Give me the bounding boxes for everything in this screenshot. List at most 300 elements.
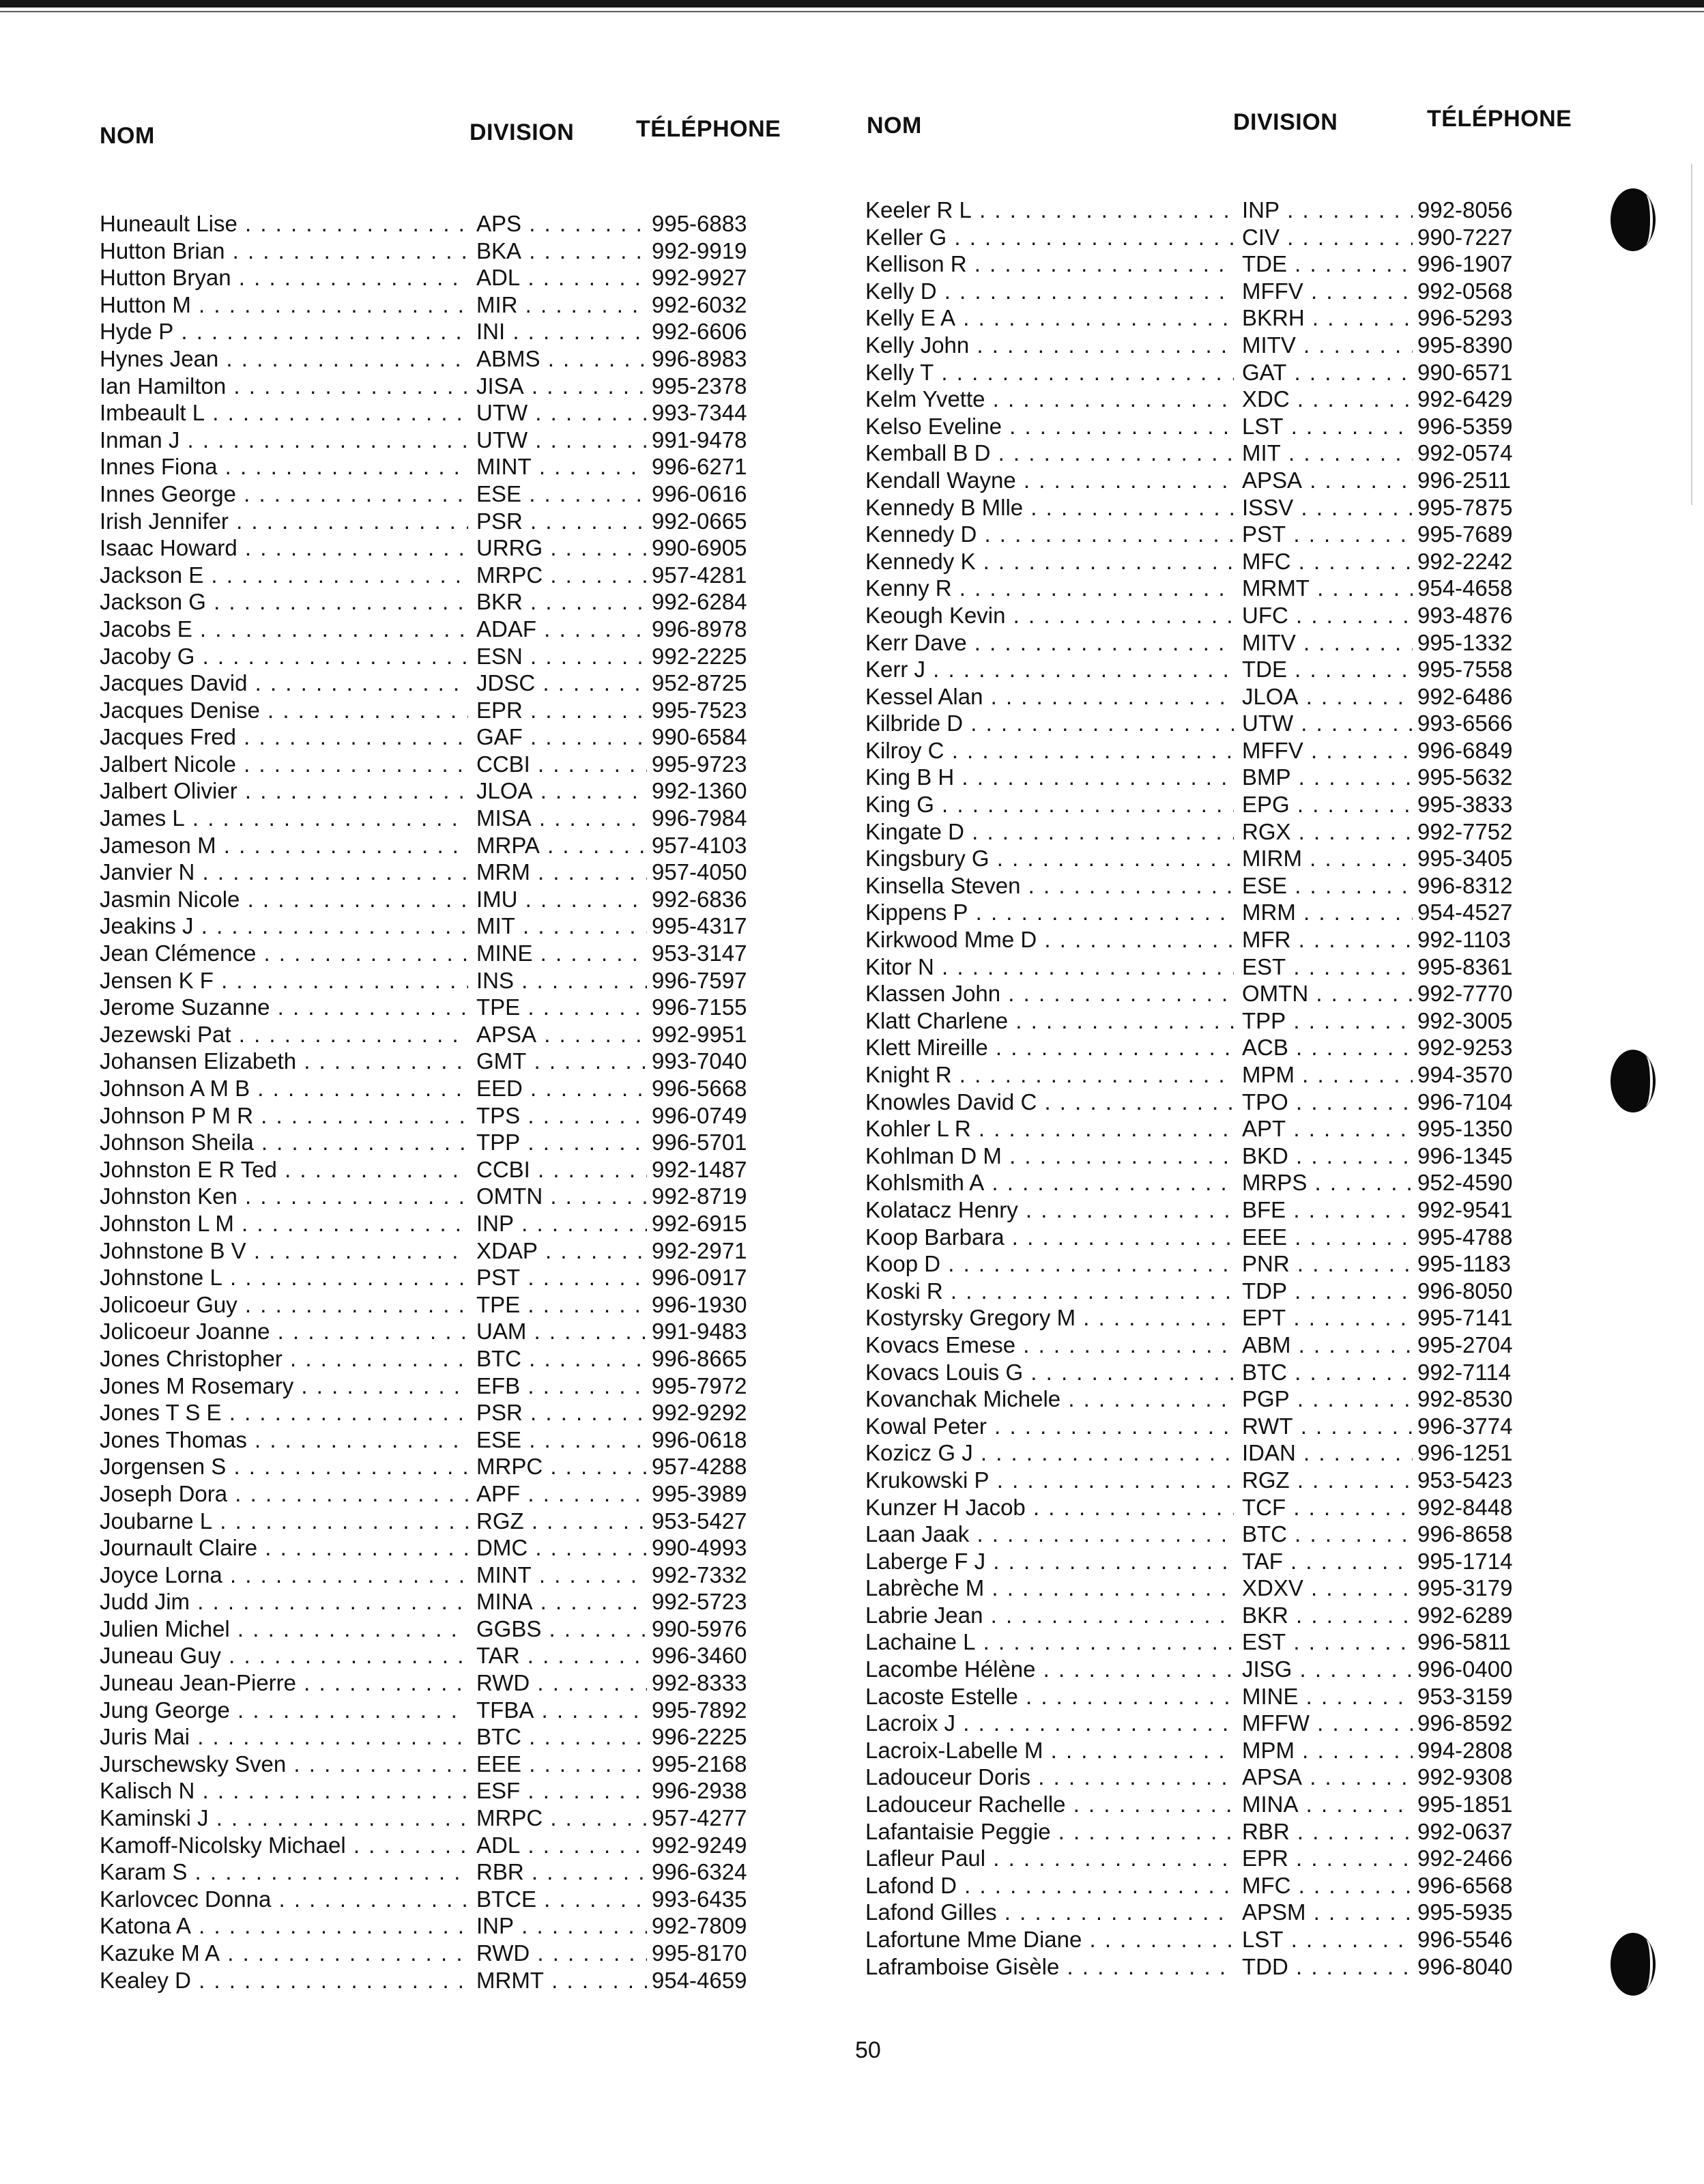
entry-phone: 992-0665 — [648, 508, 761, 535]
directory-entry — [865, 1143, 1609, 1170]
entry-division: OMTN . . . — [476, 1183, 647, 1210]
entry-name: Kennedy D . . . — [865, 521, 1234, 548]
entry-name: Laframboise Gisèle . . . — [865, 1953, 1234, 1981]
entry-phone: 992-6284 — [648, 588, 761, 616]
entry-phone: 992-5723 — [648, 1588, 761, 1615]
entry-division: MFFW . . . — [1242, 1710, 1413, 1737]
directory-entry — [100, 751, 843, 778]
directory-entry — [100, 616, 843, 643]
entry-division: TDP . . . — [1242, 1278, 1413, 1305]
entry-division: MPM . . . — [1242, 1061, 1413, 1089]
header-division: DIVISION — [470, 119, 575, 145]
entry-name: Hyde P . . . — [100, 318, 468, 345]
entry-division: XDC . . . — [1242, 386, 1413, 413]
directory-entry — [865, 494, 1609, 521]
directory-entry — [865, 1250, 1609, 1278]
entry-name: Kenny R . . . — [865, 575, 1234, 602]
entry-name: Kovacs Louis G . . . — [865, 1359, 1234, 1386]
entry-name: Lafond Gilles . . . — [865, 1899, 1234, 1926]
entry-name: Jezewski Pat . . . — [100, 1021, 468, 1048]
entry-phone: 996-2511 — [1413, 467, 1527, 494]
entry-name: Lafortune Mme Diane . . . — [865, 1926, 1234, 1953]
entry-division: ESE . . . — [476, 1426, 647, 1454]
entry-division: MIT . . . — [476, 913, 647, 940]
entry-phone: 954-4659 — [648, 1967, 761, 1994]
entry-phone: 996-1907 — [1413, 250, 1527, 278]
header-division: DIVISION — [1233, 109, 1338, 135]
entry-phone: 990-6584 — [648, 723, 761, 751]
entry-division: ABMS . . . — [476, 345, 647, 373]
directory-entry — [100, 1615, 843, 1643]
directory-entry — [100, 1210, 843, 1237]
entry-name: Imbeault L . . . — [100, 399, 468, 427]
entry-phone: 957-4281 — [648, 562, 761, 589]
directory-entry — [100, 832, 843, 859]
entry-name: Johnstone L . . . — [100, 1264, 468, 1291]
entry-name: Kippens P . . . — [865, 899, 1234, 926]
directory-entry — [100, 1912, 843, 1940]
directory-entry — [865, 1683, 1609, 1710]
entry-division: BMP . . . — [1242, 764, 1413, 791]
entry-phone: 996-5359 — [1413, 413, 1527, 440]
entry-phone: 996-8312 — [1413, 872, 1527, 900]
entry-division: IDAN . . . — [1242, 1439, 1413, 1467]
entry-division: MINE . . . — [1242, 1683, 1413, 1710]
directory-entry — [865, 737, 1609, 764]
entry-phone: 992-9919 — [648, 238, 761, 265]
entry-phone: 996-5811 — [1413, 1628, 1527, 1656]
entry-division: EEE . . . — [1242, 1224, 1413, 1251]
entry-name: Lacombe Hélène . . . — [865, 1656, 1234, 1683]
header-telephone: TÉLÉPHONE — [1427, 106, 1572, 132]
directory-entry — [100, 264, 843, 291]
entry-name: Juris Mai . . . — [100, 1723, 468, 1751]
entry-phone: 992-8530 — [1413, 1385, 1527, 1413]
directory-entry — [865, 1656, 1609, 1683]
entry-division: BKA . . . — [476, 238, 647, 265]
entry-phone: 990-7227 — [1413, 224, 1527, 251]
entry-name: Ian Hamilton . . . — [100, 373, 468, 400]
directory-entry — [100, 588, 843, 616]
directory-entry — [100, 318, 843, 345]
entry-name: Ladouceur Doris . . . — [865, 1764, 1234, 1791]
entry-division: BTC . . . — [1242, 1521, 1413, 1548]
entry-name: Johnston Ken . . . — [100, 1183, 468, 1210]
entry-phone: 994-2808 — [1413, 1737, 1527, 1764]
entry-division: CCBI . . . — [476, 751, 647, 778]
directory-entry — [100, 670, 843, 697]
entry-phone: 995-3405 — [1413, 845, 1527, 872]
entry-name: Labrie Jean . . . — [865, 1602, 1234, 1629]
entry-phone: 990-6905 — [648, 534, 761, 562]
right-entries-list — [865, 197, 1609, 1980]
entry-phone: 992-6836 — [648, 886, 761, 913]
directory-entry — [865, 1899, 1609, 1926]
entry-phone: 992-6032 — [648, 291, 761, 319]
directory-entry — [100, 1318, 843, 1345]
entry-name: Journault Claire . . . — [100, 1534, 468, 1562]
entry-name: King G . . . — [865, 791, 1234, 818]
entry-name: Jurschewsky Sven . . . — [100, 1751, 468, 1778]
directory-entry — [100, 1508, 843, 1535]
entry-phone: 995-3179 — [1413, 1575, 1527, 1602]
directory-entry — [100, 534, 843, 562]
entry-name: Kirkwood Mme D . . . — [865, 926, 1234, 953]
entry-phone: 996-2225 — [648, 1723, 761, 1751]
entry-phone: 996-8050 — [1413, 1278, 1527, 1305]
entry-division: ISSV . . . — [1242, 494, 1413, 521]
directory-entry — [865, 413, 1609, 440]
entry-phone: 990-4993 — [648, 1534, 761, 1562]
entry-phone: 990-6571 — [1413, 359, 1527, 386]
entry-division: IMU . . . — [476, 886, 647, 913]
left-directory-column — [96, 0, 853, 2048]
directory-entry — [865, 629, 1609, 657]
directory-entry — [100, 1426, 843, 1454]
entry-division: APSM . . . — [1242, 1899, 1413, 1926]
entry-phone: 992-9308 — [1413, 1764, 1527, 1791]
directory-entry — [865, 440, 1609, 467]
entry-division: RBR . . . — [1242, 1818, 1413, 1845]
directory-entry — [865, 1089, 1609, 1116]
entry-division: MRPS . . . — [1242, 1169, 1413, 1196]
entry-name: Kowal Peter . . . — [865, 1413, 1234, 1440]
directory-entry — [865, 1602, 1609, 1629]
entry-phone: 953-5423 — [1413, 1467, 1527, 1494]
entry-name: Innes George . . . — [100, 480, 468, 508]
directory-entry — [100, 913, 843, 940]
entry-name: Kolatacz Henry . . . — [865, 1196, 1234, 1224]
entry-division: RBR . . . — [476, 1858, 647, 1886]
entry-name: Joseph Dora . . . — [100, 1480, 468, 1508]
entry-division: GAT . . . — [1242, 359, 1413, 386]
entry-name: Jackson G . . . — [100, 588, 468, 616]
entry-division: JISG . . . — [1242, 1656, 1413, 1683]
entry-division: GGBS . . . — [476, 1615, 647, 1643]
entry-name: Katona A . . . — [100, 1912, 468, 1940]
entry-division: GMT . . . — [476, 1048, 647, 1075]
directory-entry — [100, 1264, 843, 1291]
entry-phone: 993-7344 — [648, 399, 761, 427]
directory-entry — [100, 427, 843, 454]
directory-entry — [865, 1304, 1609, 1332]
directory-entry — [100, 1858, 843, 1886]
entry-phone: 992-6915 — [648, 1210, 761, 1237]
entry-name: Jean Clémence . . . — [100, 940, 468, 967]
entry-division: JLOA . . . — [1242, 683, 1413, 710]
entry-name: Labrèche M . . . — [865, 1575, 1234, 1602]
directory-entry — [100, 643, 843, 670]
entry-division: CCBI . . . — [476, 1156, 647, 1183]
entry-name: Kitor N . . . — [865, 953, 1234, 981]
directory-entry — [100, 1697, 843, 1724]
directory-entry — [100, 1588, 843, 1615]
entry-phone: 992-8448 — [1413, 1494, 1527, 1521]
entry-phone: 992-6289 — [1413, 1602, 1527, 1629]
directory-entry — [865, 953, 1609, 981]
entry-name: Lacroix J . . . — [865, 1710, 1234, 1737]
entry-name: Knight R . . . — [865, 1061, 1234, 1089]
entry-name: Jacoby G . . . — [100, 643, 468, 670]
entry-phone: 995-2168 — [648, 1751, 761, 1778]
entry-name: Klatt Charlene . . . — [865, 1007, 1234, 1035]
entry-division: MFFV . . . — [1242, 737, 1413, 764]
entry-division: APSA . . . — [1242, 1764, 1413, 1791]
directory-entry — [100, 1669, 843, 1697]
entry-division: APT . . . — [1242, 1115, 1413, 1143]
entry-name: Kalisch N . . . — [100, 1777, 468, 1805]
entry-division: TDD . . . — [1242, 1953, 1413, 1981]
directory-entry — [100, 1480, 843, 1508]
entry-division: RGX . . . — [1242, 818, 1413, 846]
entry-name: Kelly John . . . — [865, 332, 1234, 359]
entry-phone: 992-2242 — [1413, 548, 1527, 575]
entry-name: Kostyrsky Gregory M . . . — [865, 1304, 1234, 1332]
directory-entry — [100, 291, 843, 319]
directory-entry — [865, 710, 1609, 737]
entry-phone: 996-0618 — [648, 1426, 761, 1454]
entry-phone: 992-9927 — [648, 264, 761, 291]
entry-division: RGZ . . . — [476, 1508, 647, 1535]
entry-division: INP . . . — [1242, 197, 1413, 224]
entry-name: Johnstone B V . . . — [100, 1237, 468, 1265]
entry-division: EPR . . . — [1242, 1845, 1413, 1872]
directory-entry — [100, 1399, 843, 1426]
entry-phone: 995-7689 — [1413, 521, 1527, 548]
directory-entry — [865, 1007, 1609, 1035]
entry-phone: 995-3989 — [648, 1480, 761, 1508]
directory-entry — [865, 1439, 1609, 1467]
entry-phone: 995-3833 — [1413, 791, 1527, 818]
directory-entry — [100, 723, 843, 751]
entry-division: TPE . . . — [476, 1291, 647, 1319]
entry-phone: 954-4527 — [1413, 899, 1527, 926]
entry-name: Kemball B D . . . — [865, 440, 1234, 467]
entry-name: Johnson Sheila . . . — [100, 1129, 468, 1156]
entry-phone: 993-6566 — [1413, 710, 1527, 737]
entry-name: Klett Mireille . . . — [865, 1034, 1234, 1061]
entry-phone: 995-7523 — [648, 697, 761, 724]
directory-entry — [100, 697, 843, 724]
directory-entry — [100, 777, 843, 805]
entry-division: MINT . . . — [476, 453, 647, 480]
entry-division: MISA . . . — [476, 805, 647, 832]
directory-entry — [100, 1886, 843, 1913]
entry-phone: 996-0400 — [1413, 1656, 1527, 1683]
entry-division: MPM . . . — [1242, 1737, 1413, 1764]
directory-entry — [865, 575, 1609, 602]
entry-phone: 996-5546 — [1413, 1926, 1527, 1953]
directory-entry — [865, 926, 1609, 953]
entry-phone: 954-4658 — [1413, 575, 1527, 602]
entry-name: Kellison R . . . — [865, 250, 1234, 278]
entry-division: MFFV . . . — [1242, 278, 1413, 305]
entry-division: PST . . . — [1242, 521, 1413, 548]
entry-phone: 992-2225 — [648, 643, 761, 670]
entry-division: CIV . . . — [1242, 224, 1413, 251]
entry-division: TCF . . . — [1242, 1494, 1413, 1521]
entry-phone: 996-8658 — [1413, 1521, 1527, 1548]
entry-phone: 957-4050 — [648, 859, 761, 886]
entry-phone: 992-7332 — [648, 1562, 761, 1589]
directory-entry — [100, 886, 843, 913]
directory-entry — [100, 1832, 843, 1859]
entry-phone: 993-4876 — [1413, 602, 1527, 629]
entry-name: Huneault Lise . . . — [100, 210, 468, 238]
entry-name: Lafond D . . . — [865, 1872, 1234, 1899]
directory-entry — [865, 1494, 1609, 1521]
entry-phone: 995-5632 — [1413, 764, 1527, 791]
entry-division: UTW . . . — [1242, 710, 1413, 737]
entry-phone: 992-0568 — [1413, 278, 1527, 305]
entry-division: MITV . . . — [1242, 629, 1413, 657]
entry-name: Joubarne L . . . — [100, 1508, 468, 1535]
entry-division: MFC . . . — [1242, 548, 1413, 575]
directory-entry — [100, 238, 843, 265]
entry-name: Kingate D . . . — [865, 818, 1234, 846]
entry-phone: 992-9951 — [648, 1021, 761, 1048]
entry-name: Kovacs Emese . . . — [865, 1332, 1234, 1359]
entry-phone: 995-1350 — [1413, 1115, 1527, 1143]
entry-name: Jalbert Nicole . . . — [100, 751, 468, 778]
entry-phone: 996-7155 — [648, 994, 761, 1021]
directory-entry — [100, 1562, 843, 1589]
entry-division: RGZ . . . — [1242, 1467, 1413, 1494]
entry-division: OMTN . . . — [1242, 980, 1413, 1007]
entry-division: JISA . . . — [476, 373, 647, 400]
entry-phone: 995-6883 — [648, 210, 761, 238]
directory-entry — [865, 1061, 1609, 1089]
entry-division: ACB . . . — [1242, 1034, 1413, 1061]
entry-name: Kamoff-Nicolsky Michael . . . — [100, 1832, 468, 1859]
entry-name: Kohlsmith A . . . — [865, 1169, 1234, 1196]
entry-phone: 996-6849 — [1413, 737, 1527, 764]
entry-phone: 996-0917 — [648, 1264, 761, 1291]
directory-entry — [865, 683, 1609, 710]
directory-entry — [100, 1723, 843, 1751]
entry-phone: 996-1345 — [1413, 1143, 1527, 1170]
entry-name: Irish Jennifer . . . — [100, 508, 468, 535]
entry-phone: 995-7141 — [1413, 1304, 1527, 1332]
entry-division: TPP . . . — [1242, 1007, 1413, 1035]
entry-phone: 996-7597 — [648, 967, 761, 994]
entry-name: Knowles David C . . . — [865, 1089, 1234, 1116]
entry-name: Inman J . . . — [100, 427, 468, 454]
entry-division: BTC . . . — [1242, 1359, 1413, 1386]
entry-phone: 992-0637 — [1413, 1818, 1527, 1845]
entry-name: Jameson M . . . — [100, 832, 468, 859]
entry-name: Koski R . . . — [865, 1278, 1234, 1305]
entry-division: JLOA . . . — [476, 777, 647, 805]
entry-division: EST . . . — [1242, 1628, 1413, 1656]
right-directory-column — [861, 0, 1619, 2048]
entry-name: Jorgensen S . . . — [100, 1453, 468, 1480]
directory-entry — [865, 1764, 1609, 1791]
entry-name: Kelm Yvette . . . — [865, 386, 1234, 413]
entry-division: TPO . . . — [1242, 1089, 1413, 1116]
directory-entry — [865, 332, 1609, 359]
directory-entry — [100, 399, 843, 427]
entry-division: MRPC . . . — [476, 562, 647, 589]
directory-entry — [100, 1048, 843, 1075]
entry-division: BTC . . . — [476, 1345, 647, 1373]
entry-division: INP . . . — [476, 1912, 647, 1940]
directory-entry — [865, 764, 1609, 791]
entry-name: Joyce Lorna . . . — [100, 1562, 468, 1589]
entry-division: ADAF . . . — [476, 616, 647, 643]
entry-name: Janvier N . . . — [100, 859, 468, 886]
binder-hole-icon — [1611, 1933, 1656, 1996]
directory-entry — [865, 1791, 1609, 1818]
entry-division: ADL . . . — [476, 264, 647, 291]
entry-phone: 995-7892 — [648, 1697, 761, 1724]
entry-phone: 992-9541 — [1413, 1196, 1527, 1224]
entry-division: MFR . . . — [1242, 926, 1413, 953]
directory-entry — [865, 818, 1609, 846]
entry-division: LST . . . — [1242, 1926, 1413, 1953]
header-name: NOM — [100, 123, 155, 149]
entry-phone: 996-6271 — [648, 453, 761, 480]
directory-entry — [865, 1953, 1609, 1981]
entry-division: PSR . . . — [476, 1399, 647, 1426]
entry-division: MRMT . . . — [1242, 575, 1413, 602]
entry-phone: 992-7770 — [1413, 980, 1527, 1007]
entry-division: TDE . . . — [1242, 250, 1413, 278]
directory-entry — [100, 940, 843, 967]
directory-entry — [100, 1373, 843, 1400]
entry-name: Keough Kevin . . . — [865, 602, 1234, 629]
entry-name: Lachaine L . . . — [865, 1628, 1234, 1656]
entry-division: ESF . . . — [476, 1777, 647, 1805]
directory-entry — [100, 1183, 843, 1210]
entry-division: BFE . . . — [1242, 1196, 1413, 1224]
directory-entry — [100, 1291, 843, 1319]
entry-phone: 991-9478 — [648, 427, 761, 454]
directory-entry — [865, 1467, 1609, 1494]
entry-division: MIRM . . . — [1242, 845, 1413, 872]
entry-phone: 992-1487 — [648, 1156, 761, 1183]
entry-phone: 957-4288 — [648, 1453, 761, 1480]
header-name: NOM — [867, 113, 922, 139]
directory-entry — [865, 872, 1609, 900]
directory-entry — [865, 1413, 1609, 1440]
entry-division: MRMT . . . — [476, 1967, 647, 1994]
directory-entry — [100, 480, 843, 508]
entry-division: MFC . . . — [1242, 1872, 1413, 1899]
entry-name: Kozicz G J . . . — [865, 1439, 1234, 1467]
directory-entry — [865, 1224, 1609, 1251]
entry-division: UTW . . . — [476, 399, 647, 427]
entry-division: BTC . . . — [476, 1723, 647, 1751]
entry-name: Lacoste Estelle . . . — [865, 1683, 1234, 1710]
entry-phone: 953-3147 — [648, 940, 761, 967]
entry-phone: 996-2938 — [648, 1777, 761, 1805]
entry-phone: 992-9249 — [648, 1832, 761, 1859]
entry-division: PST . . . — [476, 1264, 647, 1291]
directory-entry — [100, 967, 843, 994]
entry-division: ESE . . . — [476, 480, 647, 508]
entry-name: Jacques David . . . — [100, 670, 468, 697]
entry-phone: 992-6429 — [1413, 386, 1527, 413]
directory-entry — [100, 1345, 843, 1373]
directory-entry — [100, 1805, 843, 1832]
directory-entry — [100, 1534, 843, 1562]
directory-entry — [100, 210, 843, 238]
entry-phone: 996-5293 — [1413, 304, 1527, 332]
entry-phone: 996-8665 — [648, 1345, 761, 1373]
directory-entry — [865, 1332, 1609, 1359]
directory-entry — [865, 1845, 1609, 1872]
